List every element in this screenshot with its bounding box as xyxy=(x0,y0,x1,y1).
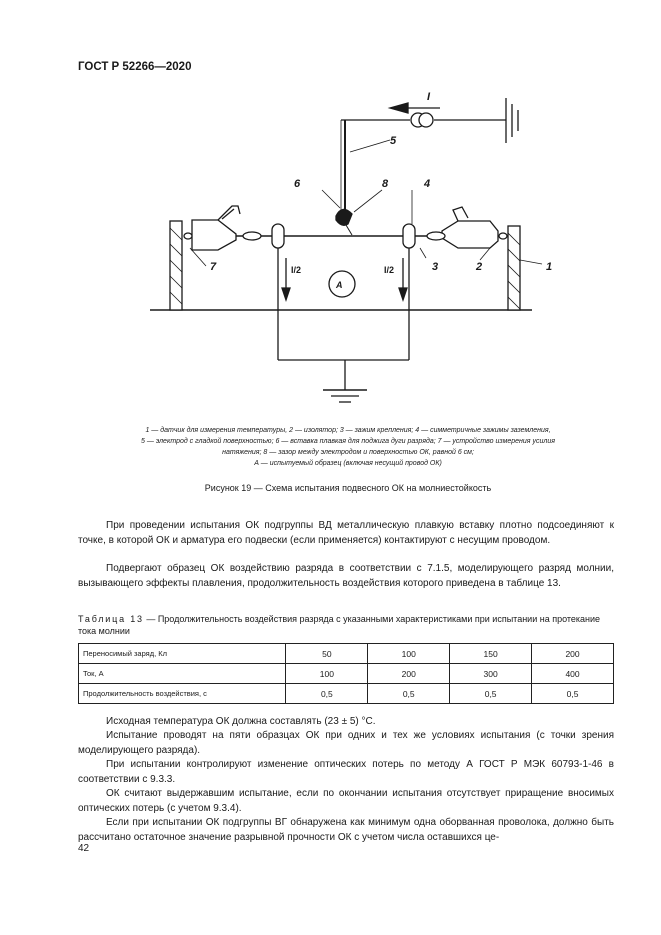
table-cell: 300 xyxy=(450,664,532,684)
table-caption xyxy=(78,614,618,637)
figure-caption: Рисунок 19 — Схема испытания подвесного ОК на молниестойкость xyxy=(204,483,492,493)
label-3: 3 xyxy=(432,261,439,273)
right-ground-clamp xyxy=(403,224,415,248)
paragraph: ОК считают выдержавшим испытание, если по окончании испытания отсутствует приращение вносимых оптических потерь (с учетом 9.3.4). xyxy=(78,788,614,814)
left-clamp xyxy=(243,232,261,240)
label-7: 7 xyxy=(210,261,217,273)
label-5: 5 xyxy=(390,135,397,147)
legend-line: натяжения; 8 — зазор между электродом и поверхностью ОК, равной 6 см; xyxy=(222,449,474,456)
right-insulator xyxy=(442,221,498,248)
table-row xyxy=(79,644,614,664)
left-insulator xyxy=(192,220,236,250)
table-cell: 200 xyxy=(368,664,450,684)
fuse-insert xyxy=(336,209,352,225)
table-row xyxy=(79,664,614,684)
table-cell: 0,5 xyxy=(532,684,614,704)
legend-line: 5 — электрод с гладкой поверхностью; 6 — вставка плавкая для поджига дуги разряда; 7 — устройство измерения усилия xyxy=(141,438,555,445)
label-half-right: I/2 xyxy=(384,265,395,275)
table-cell: 150 xyxy=(450,644,532,664)
right-clamp xyxy=(427,232,445,240)
figure-legend xyxy=(78,425,618,469)
paragraph: При проведении испытания ОК подгруппы ВД металлическую плавкую вставку плотно подсоединяют к точке, в которой ОК и арматура его подвески (если применяется) контактируют с несущим проводом. xyxy=(78,520,614,546)
table-cell: 50 xyxy=(286,644,368,664)
document-header: ГОСТ Р 52266—2020 xyxy=(78,61,192,73)
paragraph: При испытании контролируют изменение оптических потерь по методу А ГОСТ Р МЭК 60793-1-46 в соответствии с 9.3.3. xyxy=(78,759,614,785)
label-current: I xyxy=(427,91,431,103)
table-cell: 0,5 xyxy=(368,684,450,704)
table-cell: 200 xyxy=(532,644,614,664)
row-label: Переносимый заряд, Кл xyxy=(79,644,286,664)
label-sample: A xyxy=(336,280,343,290)
table-caption-prefix: Таблица 13 xyxy=(78,614,144,624)
row-label: Ток, А xyxy=(79,664,286,684)
table-cell: 0,5 xyxy=(286,684,368,704)
row-label: Продолжительность воздействия, с xyxy=(79,684,286,704)
left-ground-clamp xyxy=(272,224,284,248)
test-setup-diagram xyxy=(150,88,560,413)
table-cell: 0,5 xyxy=(450,684,532,704)
legend-line: А — испытуемый образец (включая несущий провод ОК) xyxy=(254,460,442,467)
paragraph: Подвергают образец ОК воздействию разряда в соответствии с 7.1.5, моделирующего разряд молнии, вызывающего эффекты плавления, продолжительность воздействия которого приведена в таблице 13. xyxy=(78,563,614,589)
table-row xyxy=(79,684,614,704)
page-number: 42 xyxy=(78,843,90,854)
label-8: 8 xyxy=(382,178,389,190)
label-1: 1 xyxy=(546,261,553,273)
paragraph: Испытание проводят на пяти образцах ОК при одних и тех же условиях испытания (с точки зрения моделирующего разряда). xyxy=(78,730,614,756)
paragraph: Исходная температура ОК должна составлять (23 ± 5) °С. xyxy=(106,716,376,727)
label-half-left: I/2 xyxy=(291,265,302,275)
label-2: 2 xyxy=(476,261,483,273)
table-cell: 100 xyxy=(368,644,450,664)
label-4: 4 xyxy=(424,178,431,190)
paragraph: Если при испытании ОК подгруппы ВГ обнаружена как минимум одна оборванная проволока, должно быть рассчитано остаточное значение разрывной прочности ОК с учетом числа оставшихся це- xyxy=(78,817,614,843)
table-cell: 100 xyxy=(286,664,368,684)
table-cell: 400 xyxy=(532,664,614,684)
label-6: 6 xyxy=(294,178,301,190)
data-table xyxy=(78,643,614,704)
legend-line: 1 — датчик для измерения температуры, 2 — изолятор; 3 — зажим крепления; 4 — симметричные зажимы заземления, xyxy=(145,427,551,434)
table-caption-text: — Продолжительность воздействия разряда с указанными характеристиками при испытании на протекание тока молнии xyxy=(78,614,601,636)
